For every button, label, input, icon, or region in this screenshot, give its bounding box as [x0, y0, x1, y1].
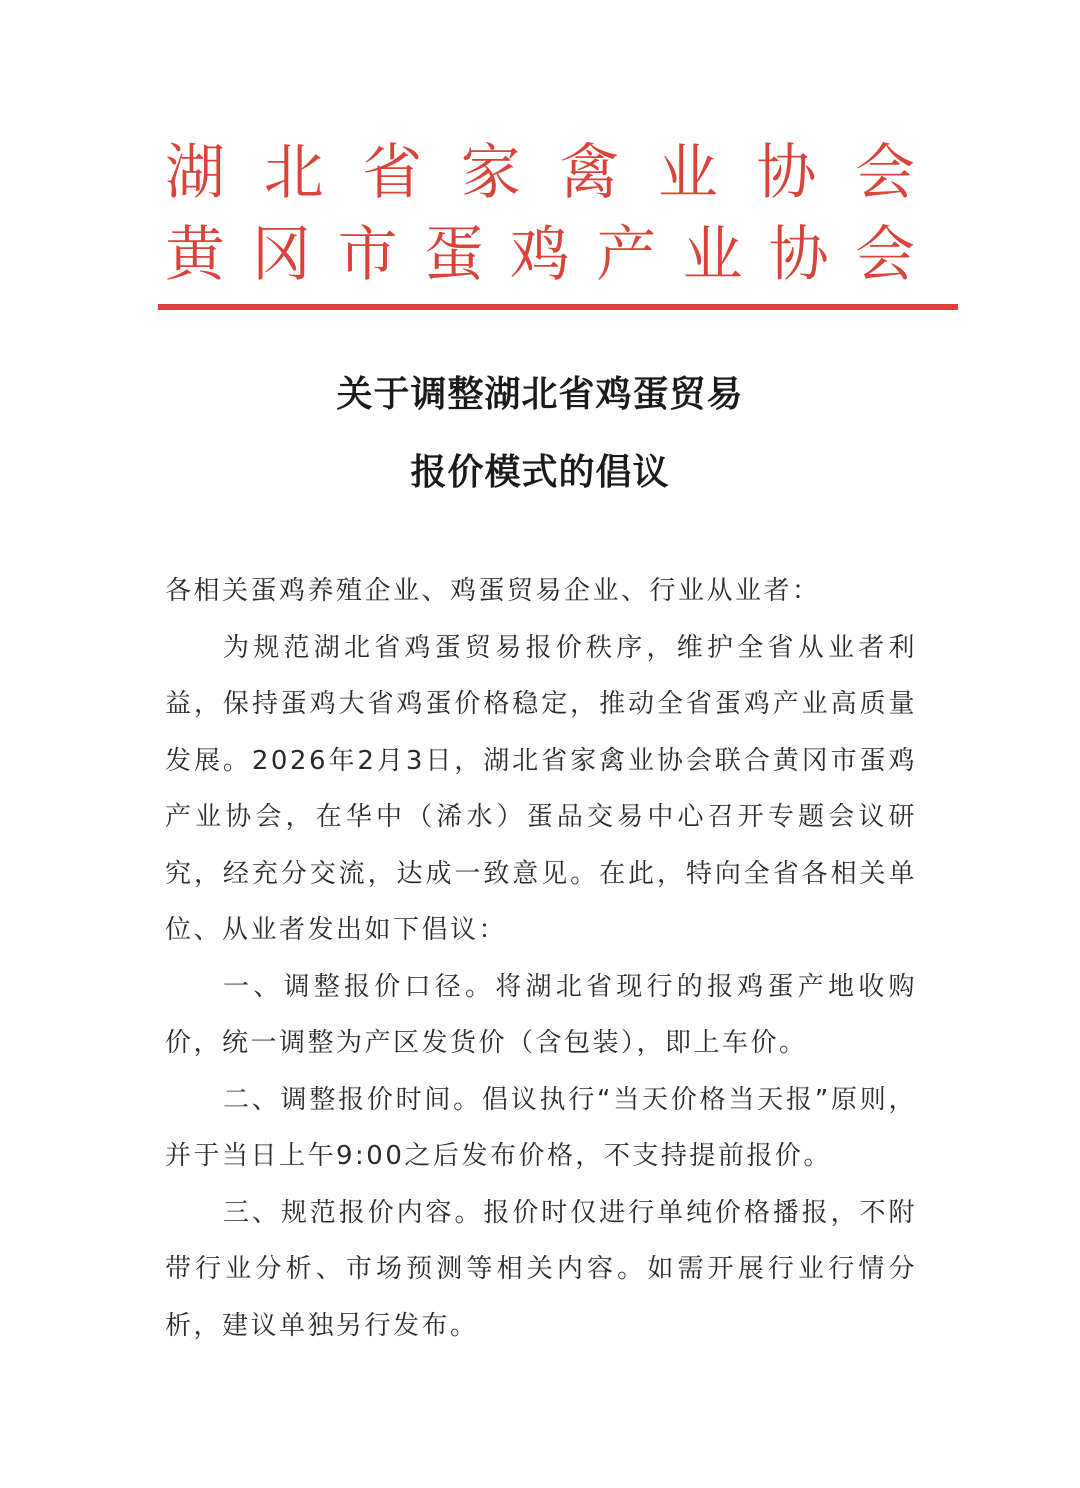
salutation: 各相关蛋鸡养殖企业、鸡蛋贸易企业、行业从业者：: [165, 576, 821, 606]
document-title-line-2: 报价模式的倡议: [410, 452, 670, 493]
letterhead-char: 黄: [165, 220, 225, 290]
intro-paragraph: 为规范湖北省鸡蛋贸易报价秩序，维护全省从业者利益，保持蛋鸡大省鸡蛋价格稳定，推动全省蛋鸡产业高质量发展。2026年2月3日，湖北省家禽业协会联合黄冈市蛋鸡产业协会，在华中（浠水）蛋品交易中心召开专题会议研究，经充分交流，达成一致意见。在此，特向全省各相关单位、从业者发出如下倡议：: [165, 632, 917, 945]
letterhead-char: 禽: [559, 138, 620, 208]
letterhead-char: 协: [756, 138, 817, 208]
letterhead-char: 业: [682, 220, 743, 290]
proposal-item-2: 二、调整报价时间。倡议执行“当天价格当天报”原则，并于当日上午9:00之后发布价格，不支持提前报价。: [165, 1084, 917, 1171]
letterhead-org-hubei-poultry: [165, 138, 915, 208]
letterhead-char: 产: [596, 220, 657, 290]
letterhead-char: 业: [657, 138, 718, 208]
letterhead-char: 蛋: [423, 220, 484, 290]
letterhead-char: 家: [460, 138, 521, 208]
letterhead-char: 市: [337, 220, 398, 290]
letterhead-org-huanggang-layer: [165, 220, 915, 290]
letterhead-char: 鸡: [510, 220, 570, 290]
document-body: [165, 563, 917, 1354]
letterhead-char: 北: [263, 138, 324, 208]
document-title-line-1: 关于调整湖北省鸡蛋贸易: [336, 374, 744, 415]
letterhead-char: 会: [855, 220, 915, 290]
proposal-item-1: 一、调整报价口径。将湖北省现行的报鸡蛋产地收购价，统一调整为产区发货价（含包装），即上车价。: [165, 971, 917, 1058]
letterhead-divider: [158, 304, 958, 310]
letterhead-char: 省: [362, 138, 423, 208]
proposal-item-3: 三、规范报价内容。报价时仅进行单纯价格播报，不附带行业分析、市场预测等相关内容。如需开展行业行情分析，建议单独另行发布。: [165, 1197, 917, 1341]
letterhead-char: 协: [768, 220, 829, 290]
letterhead-char: 湖: [165, 138, 225, 208]
letterhead-char: 冈: [251, 220, 312, 290]
letterhead-char: 会: [854, 138, 915, 208]
